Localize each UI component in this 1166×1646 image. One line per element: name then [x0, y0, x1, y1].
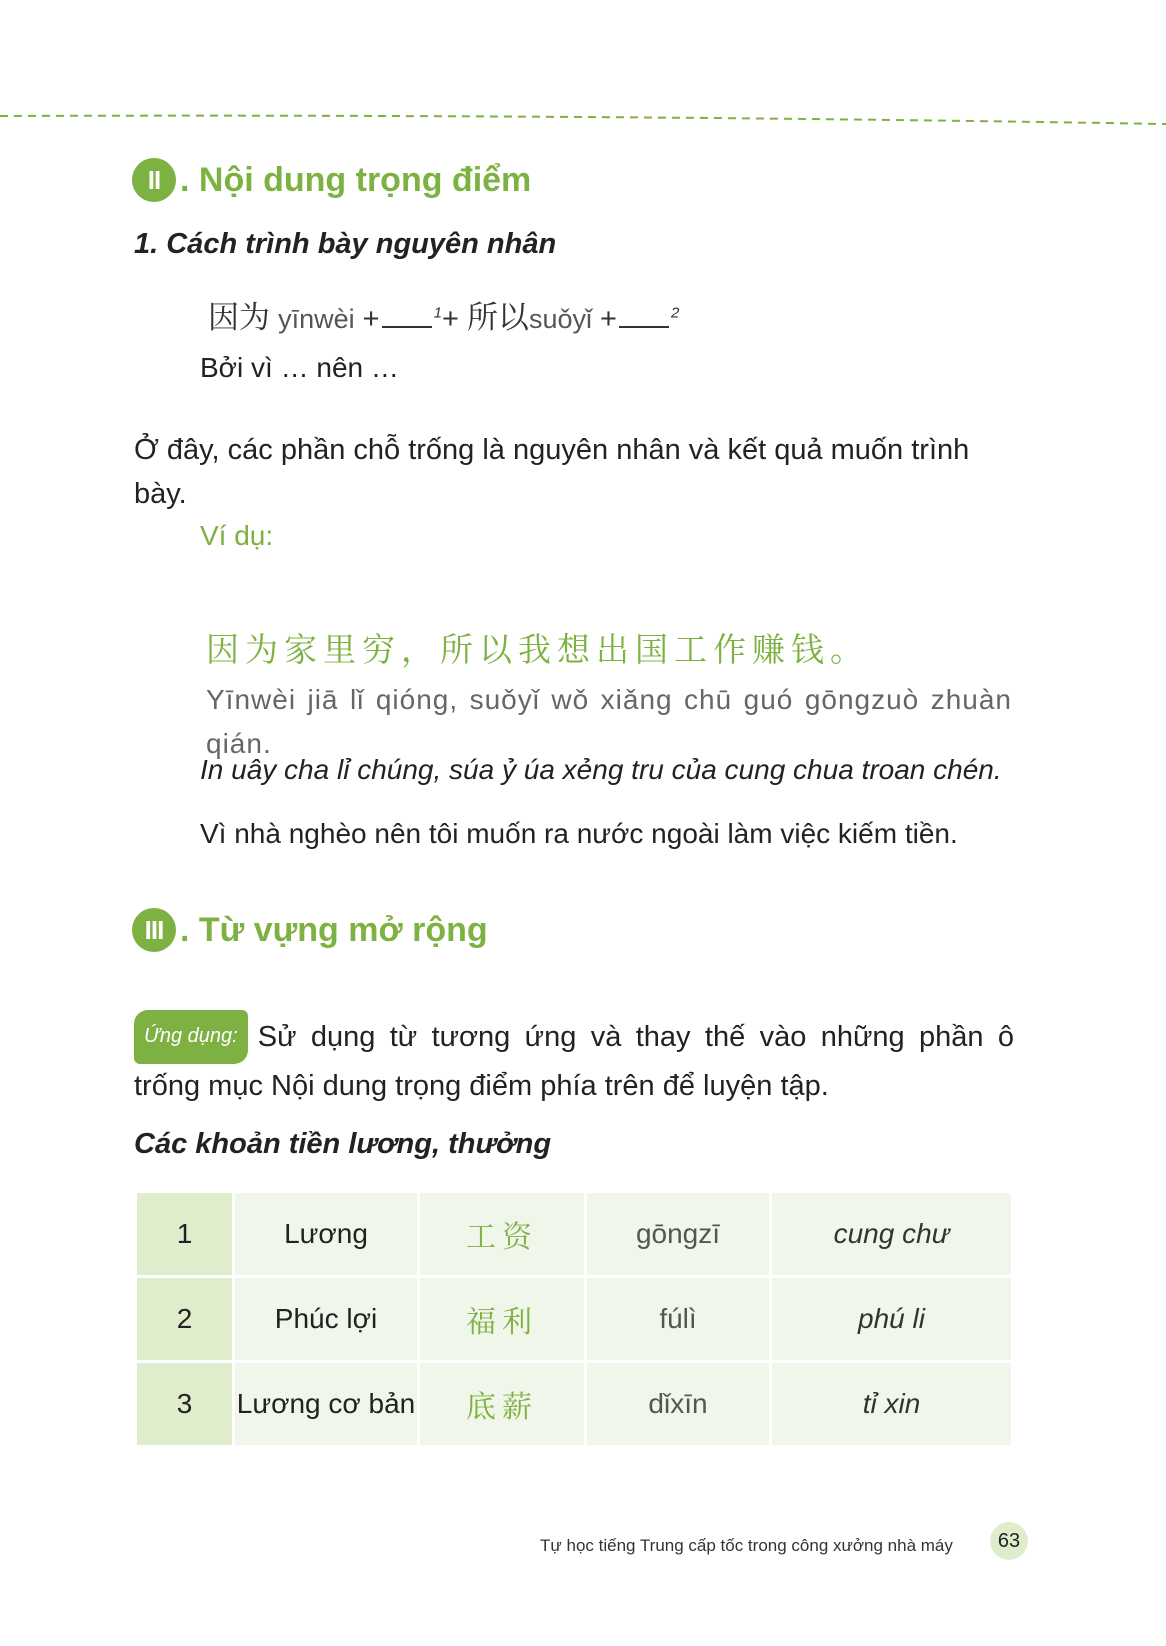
chinese-word: 底薪 [420, 1363, 584, 1445]
section-heading-vocabulary [132, 908, 488, 952]
chinese-word: 福利 [420, 1278, 584, 1360]
row-number: 1 [137, 1193, 232, 1275]
chinese-word: 工资 [420, 1193, 584, 1275]
subheading-cause: 1. Cách trình bày nguyên nhân [134, 228, 557, 260]
example-label: Ví dụ: [200, 520, 274, 551]
pinyin: fúlì [587, 1278, 769, 1360]
grammar-formula [208, 292, 679, 337]
pronunciation: cung chư [772, 1193, 1011, 1275]
example-pinyin: Yīnwèi jiā lǐ qióng, suǒyǐ wǒ xiǎng chū guó gōngzuò zhuàn qián. [206, 684, 1012, 759]
example-pronunciation: In uây cha lỉ chúng, súa ỷ úa xẻng tru của cung chua troan chén. [200, 754, 1002, 785]
section-heading-key-content [132, 158, 531, 202]
example-chinese: 因为家里穷，所以我想出国工作赚钱。 [206, 630, 869, 669]
footer-book-title: Tự học tiếng Trung cấp tốc trong công xưởng nhà máy [540, 1536, 953, 1555]
formula-blank-1 [382, 304, 432, 328]
row-number: 2 [137, 1278, 232, 1360]
application-badge: Ứng dụng: [134, 1010, 248, 1064]
vocab-table-title: Các khoản tiền lương, thưởng [134, 1128, 552, 1160]
section-title: . Nội dung trọng điểm [180, 160, 532, 199]
pronunciation: phú li [772, 1278, 1011, 1360]
vietnamese-word: Lương cơ bản [235, 1363, 417, 1445]
formula-sup-1: 1 [433, 304, 442, 322]
explanation-paragraph: Ở đây, các phần chỗ trống là nguyên nhân và kết quả muốn trình bày. [134, 434, 970, 510]
formula-chinese-1: 因为 [208, 300, 270, 336]
formula-chinese-2: 所以 [466, 300, 529, 336]
pinyin: dǐxīn [587, 1363, 769, 1445]
formula-meaning: Bởi vì … nên … [200, 352, 399, 383]
roman-numeral-badge: III [132, 908, 176, 952]
formula-plus: + [362, 303, 380, 335]
pronunciation: tỉ xin [772, 1363, 1011, 1445]
formula-pinyin-2: suǒyǐ [528, 304, 592, 334]
vocabulary-table [134, 1190, 1014, 1448]
section-title: . Từ vựng mở rộng [180, 910, 488, 949]
vietnamese-word: Lương [235, 1193, 417, 1275]
table-row [137, 1278, 1011, 1360]
formula-plus: + [441, 303, 459, 335]
example-translation: Vì nhà nghèo nên tôi muốn ra nước ngoài làm việc kiếm tiền. [200, 818, 958, 849]
table-row [137, 1193, 1011, 1275]
vietnamese-word: Phúc lợi [235, 1278, 417, 1360]
top-dashed-divider [0, 112, 1166, 126]
row-number: 3 [137, 1363, 232, 1445]
page-number: 63 [990, 1522, 1028, 1560]
formula-sup-2: 2 [670, 304, 680, 322]
application-paragraph [134, 1010, 1014, 1108]
formula-plus: + [600, 303, 617, 335]
pinyin: gōngzī [587, 1193, 769, 1275]
formula-blank-2 [619, 304, 669, 328]
application-text: Sử dụng từ tương ứng và thay thế vào những phần ô trống mục Nội dung trọng điểm phía trên để luyện tập. [134, 1021, 1014, 1102]
roman-numeral-badge: II [132, 158, 176, 202]
formula-pinyin-1: yīnwèi [278, 304, 355, 334]
table-row [137, 1363, 1011, 1445]
